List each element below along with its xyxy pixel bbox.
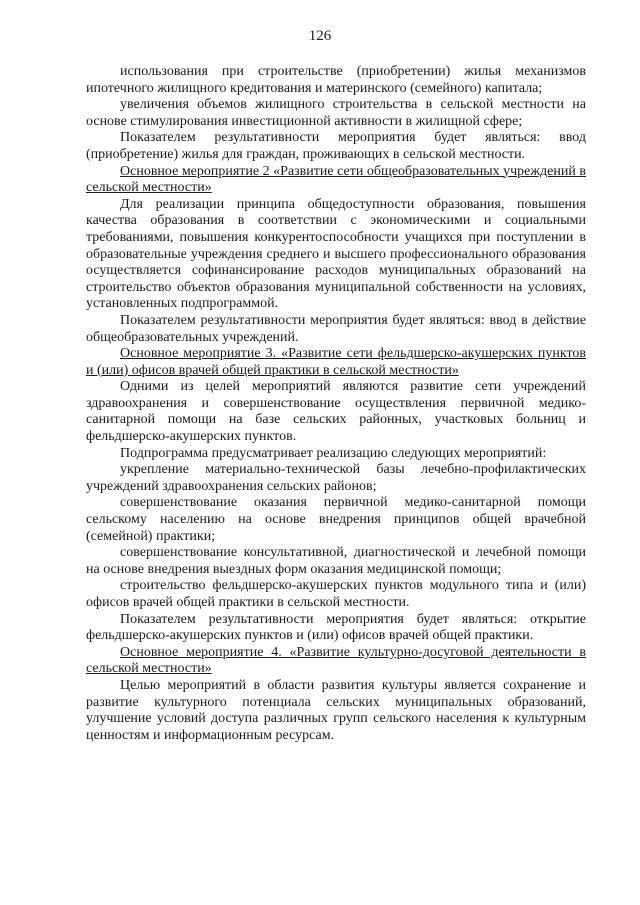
paragraph: Одними из целей мероприятий являются развитие сети учреждений здравоохранения и совершенствование осуществления первичной медико-санитарной помощи на базе сельских районных, участковых больниц и фельдшерско-акушерских пунктов. [86,379,586,445]
paragraph: строительство фельдшерско-акушерских пунктов модульного типа и (или) офисов врачей общей практики в сельской местности. [86,578,586,610]
paragraph: использования при строительстве (приобретении) жилья механизмов ипотечного жилищного кредитования и материнского (семейного) капитала; [86,64,586,96]
paragraph: Подпрограмма предусматривает реализацию следующих мероприятий: [120,445,547,461]
paragraph: Для реализации принципа общедоступности образования, повышения качества образования в соответствии с экономическими и социальными требованиями, повышения конкурентоспособности учащихся при поступлении в образовательные учреждения среднего и высшего профессионального образования осуществляется софинансирование расходов муниципальных образований на строительство объектов образования муниципальной собственности на условиях, установленных подпрограммой. [86,196,586,312]
paragraph: увеличения объемов жилищного строительства в сельской местности на основе стимулирования инвестиционной активности в жилищной сфере; [86,97,586,129]
section-heading: Основное мероприятие 3. «Развитие сети фельдшерско-акушерских пунктов и (или) офисов врачей общей практики в сельской местности» [86,346,586,378]
paragraph: Показателем результативности мероприятия будет являться: открытие фельдшерско-акушерских пунктов и (или) офисов врачей общей практики. [86,611,586,644]
section-heading: Основное мероприятие 2 «Развитие сети общеобразовательных учреждений в сельской местности» [86,163,586,196]
page-number: 126 [308,28,332,44]
paragraph: укрепление материально-технической базы лечебно-профилактических учреждений здравоохранения сельских районов; [86,462,586,494]
paragraph: совершенствование консультативной, диагностической и лечебной помощи на основе внедрения выездных форм оказания медицинской помощи; [86,545,586,577]
paragraph: Показателем результативности мероприятия будет являться: ввод (приобретение) жилья для граждан, проживающих в сельской местности. [86,130,586,162]
paragraph: Целью мероприятий в области развития культуры является сохранение и развитие культурного потенциала сельских муниципальных образований, улучшение условий доступа различных групп сельского населения к культурным ценностям и информационным ресурсам. [86,677,586,743]
document-body [86,64,586,744]
paragraph: совершенствование оказания первичной медико-санитарной помощи сельскому населению на основе внедрения принципов общей врачебной (семейной) практики; [86,495,586,544]
section-heading: Основное мероприятие 4. «Развитие культурно-досуговой деятельности в сельской местности» [86,644,586,677]
paragraph: Показателем результативности мероприятия будет являться: ввод в действие общеобразовательных учреждений. [86,312,586,345]
